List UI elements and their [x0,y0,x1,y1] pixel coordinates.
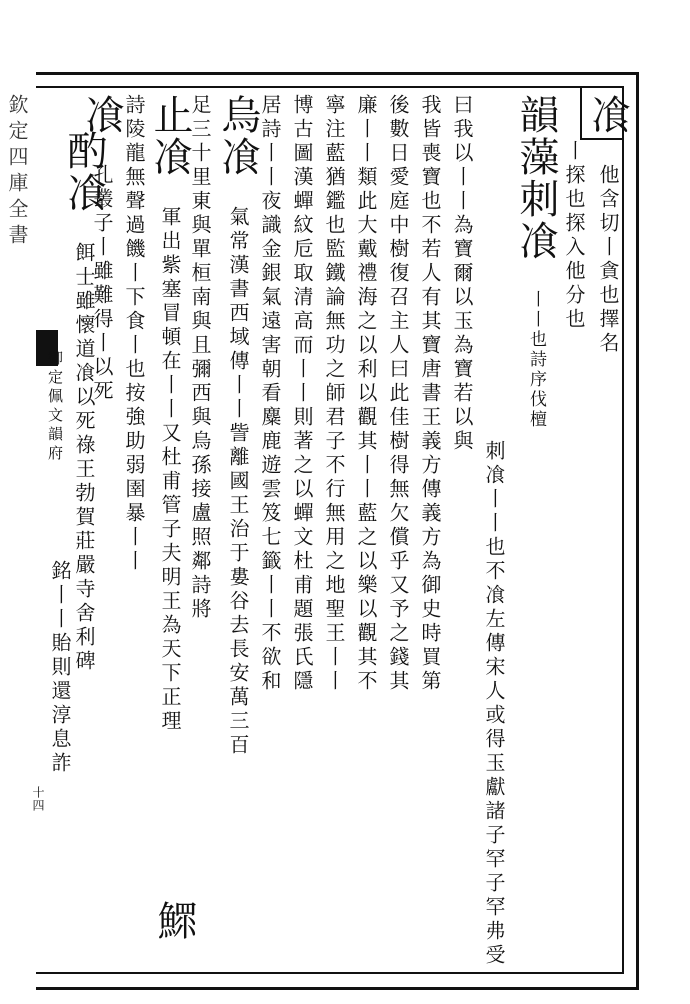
column-text: 他含切丨貪也擇名 [596,164,620,356]
column-text: 詩陵龍無聲過饑丨下食丨也按強助弱圉暴丨丨 [122,94,146,574]
text-column-10 [286,94,316,694]
page-number: 十四 [31,786,45,812]
column-text: 廉丨丨類此大戴禮海之以利以觀其丨丨藍之以樂以觀其不 [354,94,378,694]
column-text: 丨探也探入他分也 [562,140,586,332]
text-column-19 [146,900,197,942]
text-column-11 [254,94,284,694]
column-text: 丨丨也詩序伐檀 [526,290,546,430]
text-column-8 [350,94,380,694]
column-text: 軍出紫塞冒頓在丨丨又杜甫管子夫明王為天下正理 [158,206,182,734]
column-text: 後數日愛庭中樹復召主人曰此佳樹得無欠償乎又予之錢其 [386,94,410,694]
entry-headword: 止飡 [147,94,193,178]
text-column-9 [318,94,348,694]
header-cell-divider [580,86,582,140]
text-column-1 [585,94,631,356]
column-text: 曰我以丨丨為寶爾以玉為寶若以與 [450,94,474,454]
text-column-6 [414,94,444,694]
text-column-4 [478,440,508,968]
column-text: 刺飡丨丨也不飡左傳宋人或得玉獻諸子罕子罕弗受 [482,440,506,968]
column-text: 寧注藍猶鑑也監鐵論無功之師君子不行無用之地聖王丨丨 [322,94,346,694]
column-text: 氣常漢書西域傳丨丨訾離國王治于婁谷去長安萬三百 [226,206,250,758]
entry-headword: 鰥 [151,900,197,942]
entry-headword: 韻藻刺飡 [513,94,559,262]
column-text: 我皆喪寶也不若人有其寶唐書王義方傳義方為御史時買第 [418,94,442,694]
entry-headword: 烏飡 [215,94,261,178]
entry-headword: 飡 [585,94,631,136]
column-text: 餌士雖懷道飡以死祿王勃賀莊嚴寺舍利碑 [72,242,96,674]
margin-book-title: 御定佩文韻府 [46,350,64,464]
text-column-7 [382,94,412,694]
column-text: 居詩丨丨夜識金銀氣遠害朝看麋鹿遊雲笈七籤丨丨不欲和 [258,94,282,694]
text-column-12 [214,94,261,758]
text-column-18 [50,560,74,776]
column-text: 博古圖漢蟬紋卮取清高而丨丨則著之以蟬文杜甫題張氏隱 [290,94,314,694]
column-text: 足三十里東與單桓南與且彌西與烏孫接盧照鄰詩將 [188,94,212,622]
column-text: 孔叢子丨雖難得丨以死 [90,164,114,404]
text-column-14 [147,94,193,734]
text-column-3 [510,94,559,430]
adjacent-page-strip: 欽定四庫全書 [5,94,29,250]
entry-headword: 酌飡 [61,130,107,214]
text-column-15 [118,94,148,574]
text-column-2 [560,140,588,332]
text-column-5 [446,94,476,454]
column-text: 銘丨丨貽則還淳息詐 [48,560,72,776]
entry-headword: 飡 [79,94,125,136]
